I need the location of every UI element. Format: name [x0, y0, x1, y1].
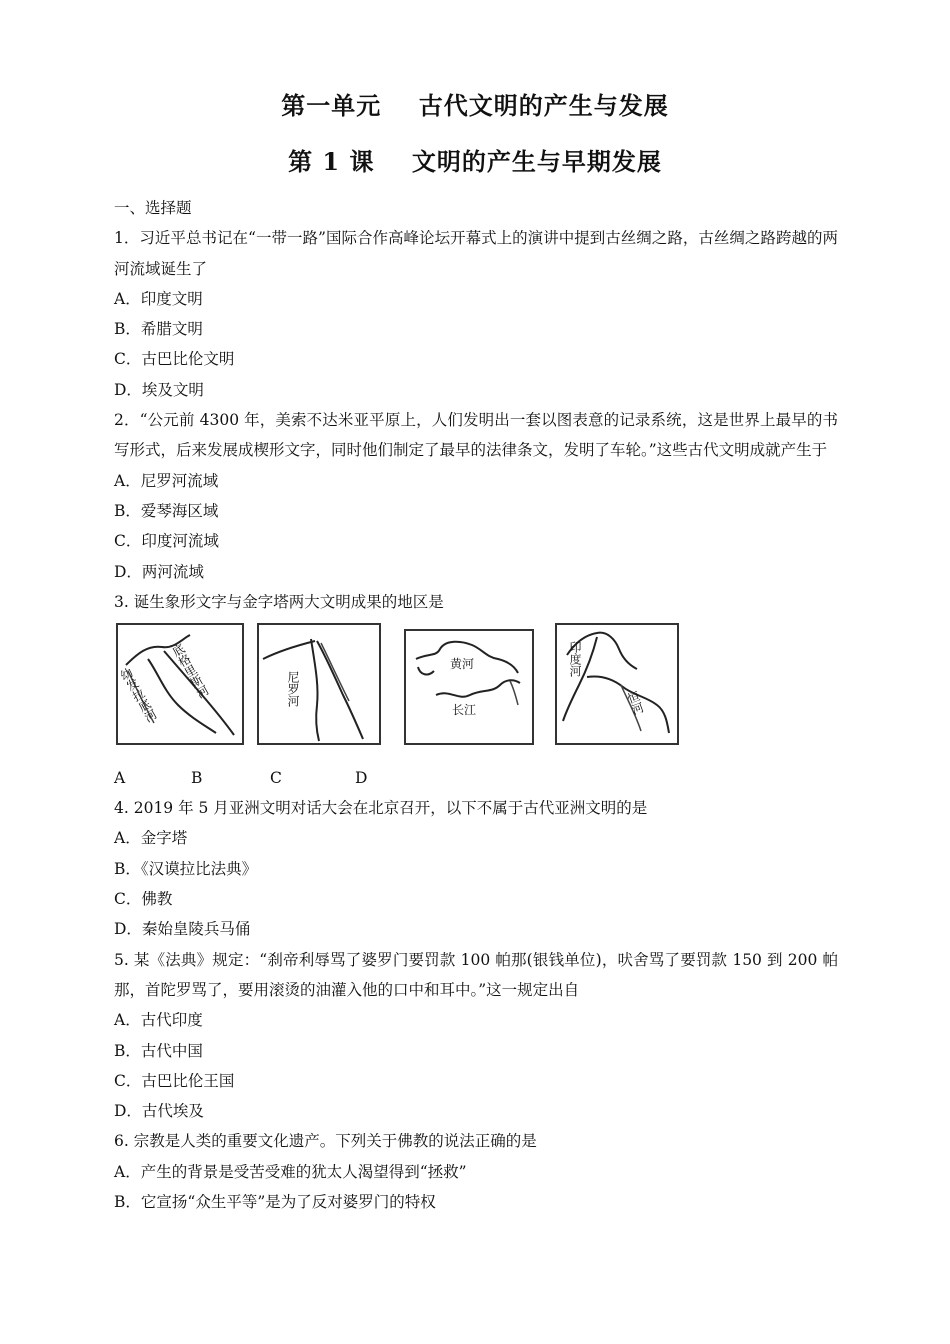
- question-1-option-d[interactable]: D．埃及文明: [114, 380, 204, 399]
- question-4-option-a[interactable]: A．金字塔: [114, 829, 188, 848]
- question-4-option-d[interactable]: D．秦始皇陵兵马俑: [114, 920, 251, 939]
- question-5-stem: 5. 某《法典》规定：“刹帝利辱骂了婆罗门要罚款 100 帕那(银钱单位)，吠舍骂了要罚款 150 到 200 帕那，首陀罗骂了，要用滚烫的油灌入他的口中和耳中。”这一规定出自: [114, 950, 838, 999]
- question-6-option-b[interactable]: B．它宣扬“众生平等”是为了反对婆罗门的特权: [114, 1193, 436, 1212]
- question-1-option-b[interactable]: B．希腊文明: [114, 320, 203, 339]
- question-3-option-c[interactable]: C: [270, 769, 282, 788]
- question-3-stem: 3. 诞生象形文字与金字塔两大文明成果的地区是: [114, 592, 444, 611]
- question-2-option-c[interactable]: C．印度河流域: [114, 532, 219, 551]
- question-2-option-a[interactable]: A．尼罗河流域: [114, 471, 219, 490]
- question-4-option-c[interactable]: C．佛教: [114, 890, 173, 909]
- question-1-option-a[interactable]: A．印度文明: [114, 289, 203, 308]
- question-6-option-a[interactable]: A．产生的背景是受苦受难的犹太人渴望得到“拯救”: [114, 1162, 467, 1181]
- map-b-nile: [257, 623, 381, 745]
- question-5-option-b[interactable]: B．古代中国: [114, 1041, 203, 1060]
- question-1-stem: 1．习近平总书记在“一带一路”国际合作高峰论坛开幕式上的演讲中提到古丝绸之路，古丝绸之路跨越的两河流域诞生了: [114, 229, 838, 278]
- question-3-option-d[interactable]: D: [355, 769, 368, 788]
- question-6-stem: 6. 宗教是人类的重要文化遗产。下列关于佛教的说法正确的是: [114, 1132, 537, 1151]
- map-option-labels: [114, 763, 838, 793]
- map-d-indus-ganges: [555, 623, 679, 745]
- section-heading: 一、选择题: [114, 199, 192, 217]
- map-b-drawing: [259, 625, 379, 743]
- map-a-label-tigris: 底格里斯河: [168, 641, 212, 701]
- map-c-label-yangtze: 长江: [452, 703, 477, 718]
- question-3-option-b[interactable]: B: [191, 769, 203, 788]
- map-c-label-yellow-river: 黄河: [450, 657, 475, 672]
- question-5-option-a[interactable]: A．古代印度: [114, 1011, 203, 1030]
- question-2-option-b[interactable]: B．爱琴海区域: [114, 501, 219, 520]
- question-4-stem: 4. 2019 年 5 月亚洲文明对话大会在北京召开，以下不属于古代亚洲文明的是: [114, 799, 648, 818]
- question-2-option-d[interactable]: D．两河流域: [114, 562, 204, 581]
- map-a-tigris-euphrates: [116, 623, 244, 745]
- map-d-label-ganges: 恒河: [624, 689, 646, 717]
- question-list: [114, 193, 838, 1217]
- question-2-stem: 2．“公元前 4300 年，美索不达米亚平原上，人们发明出一套以图表意的记录系统，这是世界上最早的书写形式，后来发展成楔形文字，同时他们制定了最早的法律条文，发明了车轮。”这些古代文明成就产生于: [114, 411, 838, 460]
- question-4-option-b[interactable]: B．《汉谟拉比法典》: [114, 859, 258, 878]
- question-5-option-c[interactable]: C．古巴比伦王国: [114, 1071, 235, 1090]
- map-d-label-indus: 印度河: [568, 641, 582, 678]
- map-a-label-euphrates: 幼发拉底河: [116, 665, 160, 725]
- river-maps: [114, 623, 838, 763]
- question-1-option-c[interactable]: C．古巴比伦文明: [114, 350, 235, 369]
- question-5-option-d[interactable]: D．古代埃及: [114, 1102, 204, 1121]
- map-c-drawing: [406, 631, 532, 743]
- lesson-title: 第 1 课 文明的产生与早期发展: [288, 147, 662, 176]
- map-b-label-nile: 尼罗河: [286, 671, 300, 708]
- unit-title: 第一单元 古代文明的产生与发展: [281, 91, 669, 120]
- map-c-yellow-yangtze: [404, 629, 534, 745]
- question-3-option-a[interactable]: A: [114, 769, 126, 788]
